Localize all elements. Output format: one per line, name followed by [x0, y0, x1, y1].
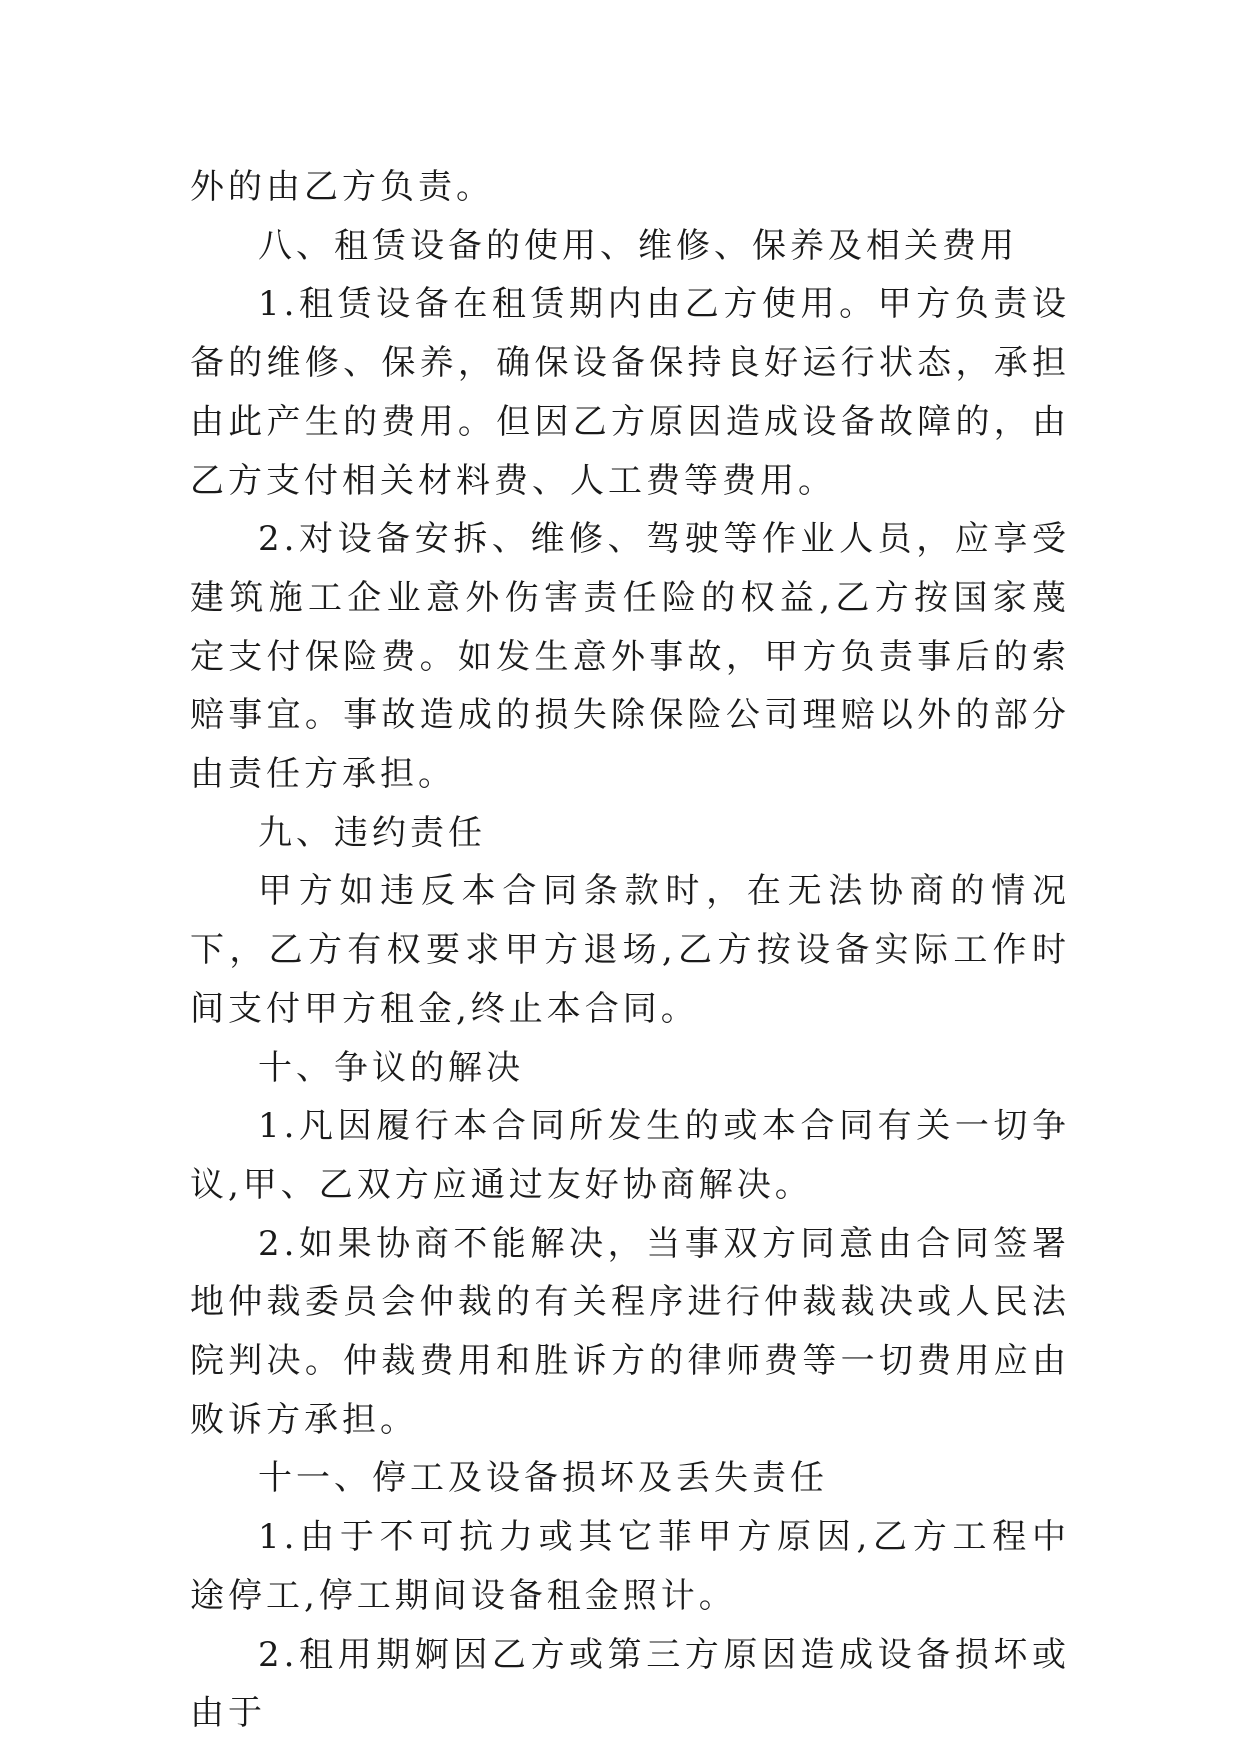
section-heading-10: 十、争议的解决: [258, 1047, 524, 1088]
document-body: [190, 158, 1070, 1743]
section-heading-11: 十一、停工及设备损坏及丢失责任: [258, 1458, 828, 1499]
clause-11-2: 2.租用期婀因乙方或第三方原因造成设备损坏或由于: [190, 1634, 1070, 1734]
clause-8-1: 1.租赁设备在租赁期内由乙方使用。甲方负责设备的维修、保养，确保设备保持良好运行状态，承担由此产生的费用。但因乙方原因造成设备故障的，由乙方支付相关材料费、人工费等费用。: [190, 284, 1070, 501]
clause-10-2: 2.如果协商不能解决，当事双方同意由合同签署地仲裁委员会仲裁的有关程序进行仲裁裁决或人民法院判决。仲裁费用和胜诉方的律师费等一切费用应由败诉方承担。: [190, 1223, 1070, 1440]
clause-10-1: 1.凡因履行本合同所发生的或本合同有关一切争议,甲、乙双方应通过友好协商解决。: [190, 1106, 1070, 1205]
clause-8-2: 2.对设备安拆、维修、驾驶等作业人员，应享受建筑施工企业意外伤害责任险的权益,乙方按国家蔑定支付保险费。如发生意外事故，甲方负责事后的索赔事宜。事故造成的损失除保险公司理赔以外的部分由责任方承担。: [190, 519, 1070, 795]
clause-11-1: 1.由于不可抗力或其它菲甲方原因,乙方工程中途停工,停工期间设备租金照计。: [190, 1517, 1070, 1616]
section-heading-8: 八、租赁设备的使用、维修、保养及相关费用: [258, 225, 1018, 266]
section-heading-9: 九、违约责任: [258, 812, 486, 853]
clause-9-body: 甲方如违反本合同条款时，在无法协商的情况下，乙方有权要求甲方退场,乙方按设备实际工作时间支付甲方租金,终止本合同。: [190, 871, 1070, 1029]
paragraph-continuation: 外的由乙方负责。: [190, 167, 494, 207]
